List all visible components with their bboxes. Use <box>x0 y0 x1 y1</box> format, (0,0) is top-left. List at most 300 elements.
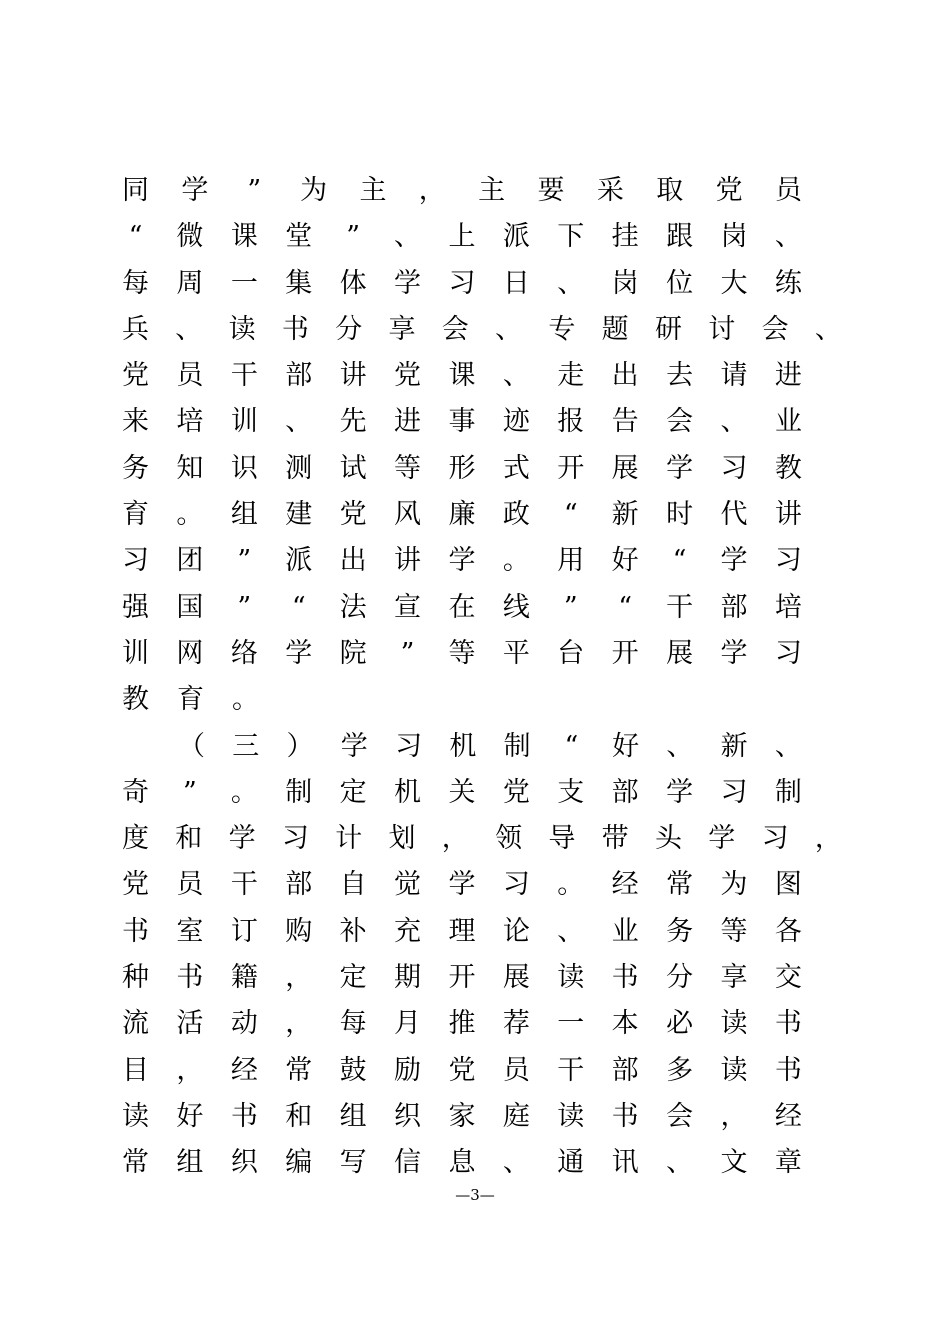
glyph: 展 <box>611 452 639 484</box>
glyph: 建 <box>285 499 313 531</box>
glyph: 习 <box>502 869 530 901</box>
glyph: 训 <box>122 637 149 669</box>
glyph: ， <box>720 1100 748 1132</box>
text-line <box>122 724 802 770</box>
glyph: 信 <box>394 1147 422 1179</box>
glyph: 、 <box>666 1147 694 1179</box>
glyph: 时 <box>666 499 694 531</box>
glyph: 荐 <box>502 1008 530 1040</box>
glyph: 组 <box>339 1100 367 1132</box>
text-line <box>122 538 802 584</box>
glyph: 采 <box>596 175 624 206</box>
glyph: 必 <box>666 1008 694 1040</box>
glyph: 书 <box>176 962 204 994</box>
glyph: ， <box>441 823 469 855</box>
text-line <box>122 1001 802 1047</box>
glyph: 培 <box>774 591 802 623</box>
glyph: 好 <box>612 730 640 762</box>
glyph: 院 <box>339 637 367 669</box>
glyph: 习 <box>720 776 748 808</box>
text-line <box>122 631 802 677</box>
glyph: 读 <box>557 962 585 994</box>
glyph: ， <box>285 962 313 994</box>
glyph: 、 <box>502 1147 530 1179</box>
glyph: 好 <box>611 545 639 577</box>
glyph: 展 <box>502 962 530 994</box>
glyph: 干 <box>230 869 258 901</box>
glyph: 干 <box>230 360 258 392</box>
glyph: 补 <box>339 915 367 947</box>
text-line <box>122 446 802 492</box>
glyph: 。 <box>232 684 259 716</box>
glyph: 会 <box>666 406 694 438</box>
glyph: 书 <box>611 962 639 994</box>
glyph: 试 <box>339 452 367 484</box>
glyph: 家 <box>448 1100 476 1132</box>
glyph: 分 <box>335 313 363 345</box>
glyph: 、 <box>774 730 802 762</box>
glyph: 鼓 <box>339 1054 367 1086</box>
glyph: 订 <box>230 915 258 947</box>
glyph: 迹 <box>502 406 530 438</box>
text-line <box>122 261 802 307</box>
glyph: 培 <box>176 406 204 438</box>
glyph: 种 <box>122 962 149 994</box>
glyph: “ <box>291 591 306 623</box>
glyph: 庭 <box>502 1100 530 1132</box>
glyph: 员 <box>502 1054 530 1086</box>
glyph: 自 <box>339 869 367 901</box>
glyph: 多 <box>666 1054 694 1086</box>
glyph: ） <box>286 730 314 762</box>
glyph: 为 <box>720 869 748 901</box>
glyph: 经 <box>230 1054 258 1086</box>
glyph: 集 <box>285 267 313 299</box>
glyph: 书 <box>281 313 309 345</box>
text-line <box>122 1140 802 1186</box>
glyph: 三 <box>232 730 260 762</box>
glyph: 位 <box>666 267 694 299</box>
glyph: 党 <box>502 776 530 808</box>
glyph: 织 <box>230 1147 258 1179</box>
glyph: “ <box>672 545 687 577</box>
glyph: 、 <box>720 406 748 438</box>
glyph: 织 <box>394 1100 422 1132</box>
glyph: 交 <box>774 962 802 994</box>
glyph: 知 <box>176 452 204 484</box>
glyph: 习 <box>281 823 309 855</box>
glyph: “ <box>563 499 578 531</box>
glyph: 派 <box>285 545 313 577</box>
glyph: 讲 <box>339 360 367 392</box>
glyph: 通 <box>557 1147 585 1179</box>
glyph: 书 <box>122 915 149 947</box>
glyph: 学 <box>285 637 313 669</box>
glyph: 政 <box>502 499 530 531</box>
glyph: 常 <box>666 869 694 901</box>
glyph: 部 <box>285 360 313 392</box>
glyph: 书 <box>774 1054 802 1086</box>
glyph: 挂 <box>611 221 639 253</box>
glyph: “ <box>128 221 143 253</box>
text-line <box>122 1048 802 1094</box>
text-line <box>122 955 802 1001</box>
glyph: 充 <box>394 915 422 947</box>
glyph: 业 <box>611 915 639 947</box>
glyph: 书 <box>230 1100 258 1132</box>
glyph: 部 <box>611 1054 639 1086</box>
glyph: 部 <box>285 869 313 901</box>
glyph: 组 <box>176 1147 204 1179</box>
glyph: 进 <box>394 406 422 438</box>
glyph: 、 <box>502 360 530 392</box>
glyph: 开 <box>448 962 476 994</box>
glyph: 购 <box>285 915 313 947</box>
glyph: 堂 <box>285 221 313 253</box>
glyph: 各 <box>774 915 802 947</box>
glyph: 头 <box>654 823 682 855</box>
glyph: 会 <box>441 313 469 345</box>
glyph: 团 <box>176 545 204 577</box>
glyph: 习 <box>761 823 789 855</box>
glyph: 讨 <box>708 313 736 345</box>
glyph: 题 <box>601 313 629 345</box>
glyph: 定 <box>339 962 367 994</box>
glyph: 。 <box>230 776 258 808</box>
glyph: 识 <box>230 452 258 484</box>
glyph: 、 <box>666 730 694 762</box>
glyph: 务 <box>666 915 694 947</box>
glyph: 经 <box>774 1100 802 1132</box>
glyph: 等 <box>720 915 748 947</box>
glyph: 党 <box>394 360 422 392</box>
glyph: 络 <box>230 637 258 669</box>
glyph: 党 <box>122 869 149 901</box>
glyph: 强 <box>122 591 149 623</box>
glyph: 形 <box>448 452 476 484</box>
glyph: 训 <box>230 406 258 438</box>
glyph: 在 <box>448 591 476 623</box>
body-text <box>122 168 842 1187</box>
glyph: 请 <box>720 360 748 392</box>
glyph: 学 <box>181 175 209 206</box>
glyph: 主 <box>359 175 387 206</box>
glyph: 常 <box>285 1054 313 1086</box>
glyph: 用 <box>557 545 585 577</box>
text-line <box>122 816 842 862</box>
glyph: 、 <box>175 313 203 345</box>
glyph: 党 <box>715 175 743 206</box>
glyph: 等 <box>448 637 476 669</box>
glyph: 关 <box>448 776 476 808</box>
glyph: 学 <box>666 776 694 808</box>
glyph: 享 <box>388 313 416 345</box>
glyph: 干 <box>557 1054 585 1086</box>
glyph: 主 <box>478 175 506 206</box>
glyph: 息 <box>448 1147 476 1179</box>
glyph: 和 <box>175 823 203 855</box>
glyph: 岗 <box>611 267 639 299</box>
glyph: 期 <box>394 962 422 994</box>
glyph: ” <box>400 637 415 669</box>
glyph: 讲 <box>394 545 422 577</box>
glyph: 教 <box>774 452 802 484</box>
glyph: 事 <box>448 406 476 438</box>
glyph: 读 <box>720 1054 748 1086</box>
glyph: 党 <box>448 1054 476 1086</box>
glyph: 习 <box>720 452 748 484</box>
glyph: 励 <box>394 1054 422 1086</box>
glyph: 要 <box>537 175 565 206</box>
glyph: 机 <box>449 730 477 762</box>
glyph: ” <box>237 591 252 623</box>
glyph: 习 <box>448 267 476 299</box>
text-line <box>122 770 802 816</box>
glyph: 宣 <box>394 591 422 623</box>
glyph: 分 <box>666 962 694 994</box>
glyph: 微 <box>176 221 204 253</box>
glyph: 告 <box>611 406 639 438</box>
glyph: 读 <box>122 1100 149 1132</box>
glyph: 兵 <box>122 313 149 345</box>
glyph: 跟 <box>666 221 694 253</box>
text-line <box>122 1094 802 1140</box>
glyph: 流 <box>122 1008 149 1040</box>
glyph: 去 <box>666 360 694 392</box>
glyph: 机 <box>394 776 422 808</box>
glyph: 动 <box>230 1008 258 1040</box>
glyph: ， <box>285 1008 313 1040</box>
glyph: 籍 <box>230 962 258 994</box>
glyph: 计 <box>335 823 363 855</box>
glyph: 理 <box>448 915 476 947</box>
glyph: ” <box>183 776 197 808</box>
text-line <box>122 492 802 538</box>
glyph: 讯 <box>611 1147 639 1179</box>
glyph: 常 <box>122 1147 149 1179</box>
glyph: 学 <box>448 869 476 901</box>
glyph: 书 <box>611 1100 639 1132</box>
glyph: 员 <box>176 360 204 392</box>
glyph: 。 <box>557 869 585 901</box>
glyph: 员 <box>774 175 802 206</box>
glyph: 国 <box>176 591 204 623</box>
glyph: 和 <box>285 1100 313 1132</box>
glyph: 每 <box>122 267 149 299</box>
glyph: 室 <box>176 915 204 947</box>
glyph: 学 <box>666 452 694 484</box>
glyph: 员 <box>176 869 204 901</box>
glyph: 下 <box>557 221 585 253</box>
glyph: 等 <box>394 452 422 484</box>
glyph: 。 <box>502 545 530 577</box>
glyph: 编 <box>285 1147 313 1179</box>
glyph: 新 <box>611 499 639 531</box>
glyph: ” <box>237 545 252 577</box>
glyph: 本 <box>611 1008 639 1040</box>
glyph: 推 <box>448 1008 476 1040</box>
text-line <box>122 909 802 955</box>
glyph: 务 <box>122 452 149 484</box>
page-number: —3— <box>455 1186 495 1204</box>
glyph: 研 <box>654 313 682 345</box>
glyph: （ <box>178 730 205 762</box>
glyph: 派 <box>502 221 530 253</box>
glyph: 图 <box>774 869 802 901</box>
glyph: 习 <box>122 545 149 577</box>
glyph: 为 <box>300 175 328 206</box>
glyph: ” <box>247 175 262 206</box>
glyph: 日 <box>502 267 530 299</box>
glyph: 读 <box>228 313 256 345</box>
glyph: 写 <box>339 1147 367 1179</box>
glyph: 大 <box>720 267 748 299</box>
glyph: “ <box>618 591 633 623</box>
glyph: 式 <box>502 452 530 484</box>
glyph: 平 <box>502 637 530 669</box>
glyph: 读 <box>720 1008 748 1040</box>
glyph: ， <box>418 175 446 206</box>
text-line <box>122 353 802 399</box>
glyph: 、 <box>774 221 802 253</box>
glyph: 一 <box>557 1008 585 1040</box>
glyph: 部 <box>611 776 639 808</box>
glyph: 进 <box>774 360 802 392</box>
glyph: 学 <box>708 823 736 855</box>
glyph: 学 <box>448 545 476 577</box>
glyph: 课 <box>230 221 258 253</box>
glyph: 开 <box>557 452 585 484</box>
glyph: 制 <box>774 776 802 808</box>
glyph: 出 <box>611 360 639 392</box>
glyph: 奇 <box>122 776 149 808</box>
glyph: 制 <box>503 730 531 762</box>
text-line <box>122 168 802 214</box>
glyph: 学 <box>394 267 422 299</box>
glyph: 、 <box>394 221 422 253</box>
glyph: “ <box>564 730 579 762</box>
text-line <box>122 214 802 260</box>
glyph: 先 <box>339 406 367 438</box>
glyph: 好 <box>176 1100 204 1132</box>
glyph: 育 <box>122 499 149 531</box>
glyph: 每 <box>339 1008 367 1040</box>
glyph: 岗 <box>720 221 748 253</box>
glyph: 划 <box>388 823 416 855</box>
glyph: 体 <box>339 267 367 299</box>
glyph: 法 <box>339 591 367 623</box>
glyph: 测 <box>285 452 313 484</box>
glyph: 开 <box>611 637 639 669</box>
glyph: 教 <box>122 684 149 716</box>
glyph: 文 <box>720 1147 748 1179</box>
glyph: 部 <box>720 591 748 623</box>
glyph: 读 <box>557 1100 585 1132</box>
glyph: 会 <box>666 1100 694 1132</box>
glyph: 台 <box>557 637 585 669</box>
glyph: ” <box>563 591 578 623</box>
glyph: 章 <box>774 1147 802 1179</box>
glyph: 学 <box>340 730 368 762</box>
glyph: 走 <box>557 360 585 392</box>
glyph: 活 <box>176 1008 204 1040</box>
glyph: 育 <box>177 684 204 716</box>
glyph: 报 <box>557 406 585 438</box>
glyph: 取 <box>656 175 684 206</box>
glyph: 导 <box>548 823 576 855</box>
glyph: 上 <box>448 221 476 253</box>
glyph: 学 <box>228 823 256 855</box>
glyph: 廉 <box>448 499 476 531</box>
glyph: 学 <box>720 637 748 669</box>
glyph: 课 <box>448 360 476 392</box>
glyph: 代 <box>720 499 748 531</box>
glyph: 网 <box>176 637 204 669</box>
glyph: 、 <box>557 267 585 299</box>
glyph: 享 <box>720 962 748 994</box>
glyph: ” <box>346 221 361 253</box>
glyph: 组 <box>230 499 258 531</box>
glyph: 同 <box>122 175 149 206</box>
text-line <box>122 585 802 631</box>
glyph: 业 <box>774 406 802 438</box>
glyph: 支 <box>557 776 585 808</box>
glyph: 一 <box>230 267 258 299</box>
glyph: 论 <box>502 915 530 947</box>
glyph: 度 <box>122 823 149 855</box>
glyph: 展 <box>666 637 694 669</box>
glyph: 习 <box>395 730 423 762</box>
glyph: 出 <box>339 545 367 577</box>
glyph: 党 <box>339 499 367 531</box>
glyph: 讲 <box>774 499 802 531</box>
glyph: 专 <box>548 313 576 345</box>
glyph: 会 <box>761 313 789 345</box>
glyph: 新 <box>720 730 748 762</box>
glyph: 干 <box>666 591 694 623</box>
glyph: 带 <box>601 823 629 855</box>
glyph: 学 <box>720 545 748 577</box>
text-line <box>122 677 802 723</box>
glyph: 来 <box>122 406 149 438</box>
glyph: 习 <box>774 545 802 577</box>
glyph: ， <box>814 823 842 855</box>
glyph: 党 <box>122 360 149 392</box>
glyph: 月 <box>394 1008 422 1040</box>
glyph: 制 <box>285 776 313 808</box>
glyph: 、 <box>285 406 313 438</box>
glyph: 周 <box>176 267 204 299</box>
glyph: 定 <box>339 776 367 808</box>
glyph: 。 <box>176 499 204 531</box>
glyph: 习 <box>774 637 802 669</box>
glyph: 觉 <box>394 869 422 901</box>
text-line <box>122 399 802 445</box>
glyph: 领 <box>495 823 523 855</box>
text-line <box>122 307 842 353</box>
glyph: 练 <box>774 267 802 299</box>
glyph: 、 <box>814 313 842 345</box>
glyph: 、 <box>495 313 523 345</box>
glyph: 、 <box>557 915 585 947</box>
glyph: 风 <box>394 499 422 531</box>
glyph: ， <box>176 1054 204 1086</box>
glyph: 经 <box>611 869 639 901</box>
glyph: 目 <box>122 1054 149 1086</box>
glyph: 书 <box>774 1008 802 1040</box>
glyph: 线 <box>502 591 530 623</box>
text-line <box>122 862 802 908</box>
